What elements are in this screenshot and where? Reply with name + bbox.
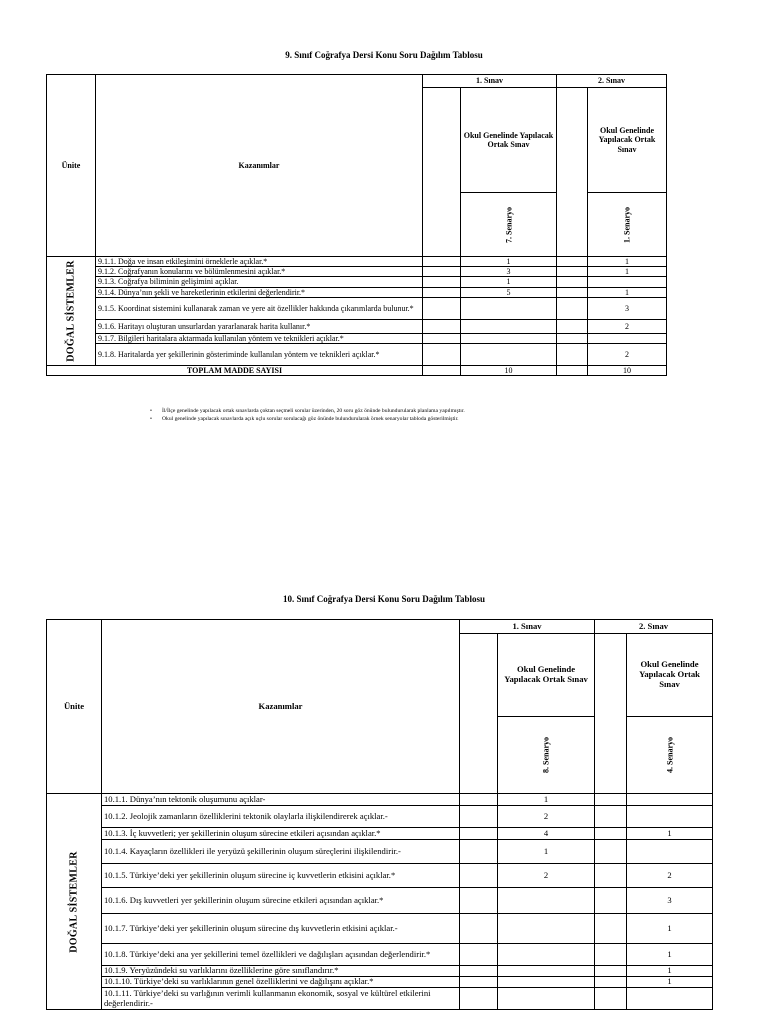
empty-cell — [460, 840, 498, 864]
empty-cell — [460, 914, 498, 944]
kazanim-cell: 9.1.5. Koordinat sistemini kullanarak zaman ve yere ait özellikler hakkında çıkarımlarda bulunur.* — [96, 297, 423, 319]
table1-empty-cell — [557, 88, 588, 257]
empty-cell — [557, 333, 588, 343]
table1-notes — [140, 407, 660, 424]
table1-sinav1-header: 1. Sınav — [423, 75, 557, 88]
sinav1-value — [498, 988, 595, 1010]
table-row — [47, 319, 667, 333]
table1-sinav1-subheader: Okul Genelinde Yapılacak Ortak Sınav — [461, 88, 557, 193]
empty-cell — [460, 806, 498, 828]
empty-cell — [460, 794, 498, 806]
empty-cell — [423, 333, 461, 343]
note-bullet: • — [150, 408, 152, 414]
table-row — [47, 966, 713, 977]
empty-cell — [423, 277, 461, 287]
kazanim-cell: 9.1.7. Bilgileri haritalara aktarmada kullanılan yöntem ve teknikleri açıklar.* — [96, 333, 423, 343]
empty-cell — [557, 319, 588, 333]
empty-cell — [595, 840, 627, 864]
sinav2-value: 1 — [627, 966, 713, 977]
sinav1-value — [461, 297, 557, 319]
sinav1-value — [498, 888, 595, 914]
table-row — [47, 257, 667, 267]
table-row — [47, 977, 713, 988]
sinav2-value: 2 — [627, 864, 713, 888]
sinav2-value: 1 — [627, 944, 713, 966]
table1-sinav2-senaryo: 1. Senaryo — [588, 193, 667, 257]
kazanim-cell: 10.1.11. Türkiye’deki su varlığının verimli kullanmanın ekonomik, sosyal ve kültürel etkilerini değerlendirir.- — [102, 988, 460, 1010]
table-row — [47, 794, 713, 806]
table-row — [47, 343, 667, 365]
empty-cell — [557, 267, 588, 277]
table1-total-label: TOPLAM MADDE SAYISI — [47, 365, 423, 375]
empty-cell — [423, 319, 461, 333]
empty-cell — [595, 864, 627, 888]
sinav1-value: 5 — [461, 287, 557, 297]
note-bullet: • — [150, 416, 152, 423]
kazanim-cell: 9.1.3. Coğrafya biliminin gelişimini açıklar. — [96, 277, 423, 287]
sinav1-value: 2 — [498, 864, 595, 888]
sinav2-value — [627, 806, 713, 828]
kazanim-cell: 9.1.6. Haritayı oluşturan unsurlardan yararlanarak harita kullanır.* — [96, 319, 423, 333]
sinav2-value: 3 — [588, 297, 667, 319]
sinav2-value: 1 — [627, 828, 713, 840]
table-row — [47, 267, 667, 277]
table2-sinav1-senaryo: 8. Senaryo — [498, 717, 595, 794]
empty-cell — [460, 944, 498, 966]
sinav2-value — [627, 840, 713, 864]
table1-total-sinav1: 10 — [461, 365, 557, 375]
empty-cell — [460, 966, 498, 977]
table1-title: 9. Sınıf Coğrafya Dersi Konu Soru Dağılım Tablosu — [285, 50, 483, 60]
kazanim-cell: 9.1.2. Coğrafyanın konularını ve bölümlenmesini açıklar.* — [96, 267, 423, 277]
table-row — [47, 840, 713, 864]
sinav2-value: 1 — [627, 977, 713, 988]
sinav1-value — [461, 343, 557, 365]
kazanim-cell: 9.1.1. Doğa ve insan etkileşimini örneklerle açıklar.* — [96, 257, 423, 267]
kazanim-cell: 10.1.2. Jeolojik zamanların özelliklerini tektonik olaylarla ilişkilendirerek açıklar.- — [102, 806, 460, 828]
table2-unit-cell: DOĞAL SİSTEMLER — [47, 794, 102, 1010]
table-row — [47, 297, 667, 319]
empty-cell — [460, 888, 498, 914]
sinav2-value: 1 — [588, 257, 667, 267]
sinav1-value: 3 — [461, 267, 557, 277]
empty-cell — [595, 828, 627, 840]
empty-cell — [557, 277, 588, 287]
sinav2-value — [588, 277, 667, 287]
sinav2-value: 3 — [627, 888, 713, 914]
table2-sinav1-header: 1. Sınav — [460, 620, 595, 634]
kazanim-cell: 10.1.10. Türkiye’deki su varlıklarının genel özelliklerini ve dağılışını açıklar.* — [102, 977, 460, 988]
note-item: • İl/İlçe genelinde yapılacak ortak sınavlarda çoktan seçmeli sorular üzerinden, 20 soru göz önünde bulundurularak planlama yapılmıştır. — [140, 407, 660, 415]
kazanim-cell: 10.1.8. Türkiye’deki ana yer şekillerini temel özellikleri ve dağılışları açısından değerlendirir.* — [102, 944, 460, 966]
kazanim-cell: 10.1.6. Dış kuvvetleri yer şekillerinin oluşum sürecine etkileri açısından açıklar.* — [102, 888, 460, 914]
table1-sinav2-subheader: Okul Genelinde Yapılacak Ortak Sınav — [588, 88, 667, 193]
sinav1-value: 1 — [498, 794, 595, 806]
kazanim-cell: 9.1.8. Haritalarda yer şekillerinin gösteriminde kullanılan yöntem ve teknikleri açıklar.* — [96, 343, 423, 365]
table1-total-sinav2: 10 — [588, 365, 667, 375]
empty-cell — [595, 988, 627, 1010]
table1-kazanimlar-header: Kazanımlar — [96, 75, 423, 257]
table2-sinav2-senaryo: 4. Senaryo — [627, 717, 713, 794]
table2-sinav2-header: 2. Sınav — [595, 620, 713, 634]
table-row — [47, 828, 713, 840]
sinav1-value — [498, 914, 595, 944]
table1-unite-header: Ünite — [47, 75, 96, 257]
empty-cell — [595, 806, 627, 828]
table2-unite-header: Ünite — [47, 620, 102, 794]
empty-cell — [557, 287, 588, 297]
table-row — [47, 287, 667, 297]
table-row — [47, 944, 713, 966]
sinav2-value: 1 — [627, 914, 713, 944]
empty-cell — [423, 267, 461, 277]
table1-empty-cell — [423, 88, 461, 257]
empty-cell — [595, 977, 627, 988]
sinav2-value: 1 — [588, 287, 667, 297]
empty-cell — [423, 287, 461, 297]
sinav1-value — [498, 977, 595, 988]
table-row — [47, 914, 713, 944]
sinav1-value: 4 — [498, 828, 595, 840]
kazanim-cell: 10.1.1. Dünya’nın tektonik oluşumunu açıklar- — [102, 794, 460, 806]
note-item: • Okul genelinde yapılacak sınavlarda açık uçlu sorular sorulacağı göz önünde bulundurularak örnek senaryolar tabloda gösterilmiştir. — [140, 415, 660, 423]
empty-cell — [595, 888, 627, 914]
sinav2-value: 1 — [588, 267, 667, 277]
empty-cell — [595, 914, 627, 944]
empty-cell — [557, 343, 588, 365]
sinav1-value: 1 — [461, 277, 557, 287]
kazanim-cell: 9.1.4. Dünya’nın şekli ve hareketlerinin etkilerini değerlendirir.* — [96, 287, 423, 297]
table1-unit-cell: DOĞAL SİSTEMLER — [47, 257, 96, 366]
table-row — [47, 864, 713, 888]
empty-cell — [595, 944, 627, 966]
table2-sinav2-subheader: Okul Genelinde Yapılacak Ortak Sınav — [627, 634, 713, 717]
sinav1-value — [461, 333, 557, 343]
sinav2-value: 2 — [588, 343, 667, 365]
sinav2-value — [627, 988, 713, 1010]
table1-sinav2-header: 2. Sınav — [557, 75, 667, 88]
empty-cell — [460, 988, 498, 1010]
sinav2-value — [588, 333, 667, 343]
sinav1-value — [498, 966, 595, 977]
table1-empty-cell — [423, 365, 461, 375]
kazanim-cell: 10.1.9. Yeryüzündeki su varlıklarını özelliklerine göre sınıflandırır.* — [102, 966, 460, 977]
kazanim-cell: 10.1.3. İç kuvvetleri; yer şekillerinin oluşum sürecine etkileri açısından açıklar.* — [102, 828, 460, 840]
table2-sinav1-subheader: Okul Genelinde Yapılacak Ortak Sınav — [498, 634, 595, 717]
empty-cell — [460, 977, 498, 988]
table-row — [47, 806, 713, 828]
empty-cell — [595, 794, 627, 806]
table2-kazanimlar-header: Kazanımlar — [102, 620, 460, 794]
empty-cell — [557, 297, 588, 319]
table2-title: 10. Sınıf Coğrafya Dersi Konu Soru Dağılım Tablosu — [282, 594, 486, 604]
empty-cell — [423, 257, 461, 267]
empty-cell — [557, 257, 588, 267]
table2-empty-cell — [460, 634, 498, 794]
table-row — [47, 988, 713, 1010]
kazanim-cell: 10.1.4. Kayaçların özellikleri ile yeryüzü şekillerinin oluşum süreçlerini ilişkilendirir.- — [102, 840, 460, 864]
sinav1-value — [498, 944, 595, 966]
kazanim-cell: 10.1.5. Türkiye’deki yer şekillerinin oluşum sürecine iç kuvvetlerin etkisini açıklar.* — [102, 864, 460, 888]
sinav1-value: 2 — [498, 806, 595, 828]
table-row — [47, 277, 667, 287]
table2 — [46, 619, 713, 1010]
sinav2-value: 2 — [588, 319, 667, 333]
table1-empty-cell — [557, 365, 588, 375]
table-row — [47, 333, 667, 343]
empty-cell — [595, 966, 627, 977]
kazanim-cell: 10.1.7. Türkiye’deki yer şekillerinin oluşum sürecine dış kuvvetlerin etkisini açıklar.- — [102, 914, 460, 944]
table2-empty-cell — [595, 634, 627, 794]
sinav1-value: 1 — [498, 840, 595, 864]
empty-cell — [460, 864, 498, 888]
sinav2-value — [627, 794, 713, 806]
empty-cell — [423, 343, 461, 365]
empty-cell — [460, 828, 498, 840]
empty-cell — [423, 297, 461, 319]
table1 — [46, 74, 667, 376]
table1-sinav1-senaryo: 7. Senaryo — [461, 193, 557, 257]
sinav1-value — [461, 319, 557, 333]
table-row — [47, 888, 713, 914]
sinav1-value: 1 — [461, 257, 557, 267]
